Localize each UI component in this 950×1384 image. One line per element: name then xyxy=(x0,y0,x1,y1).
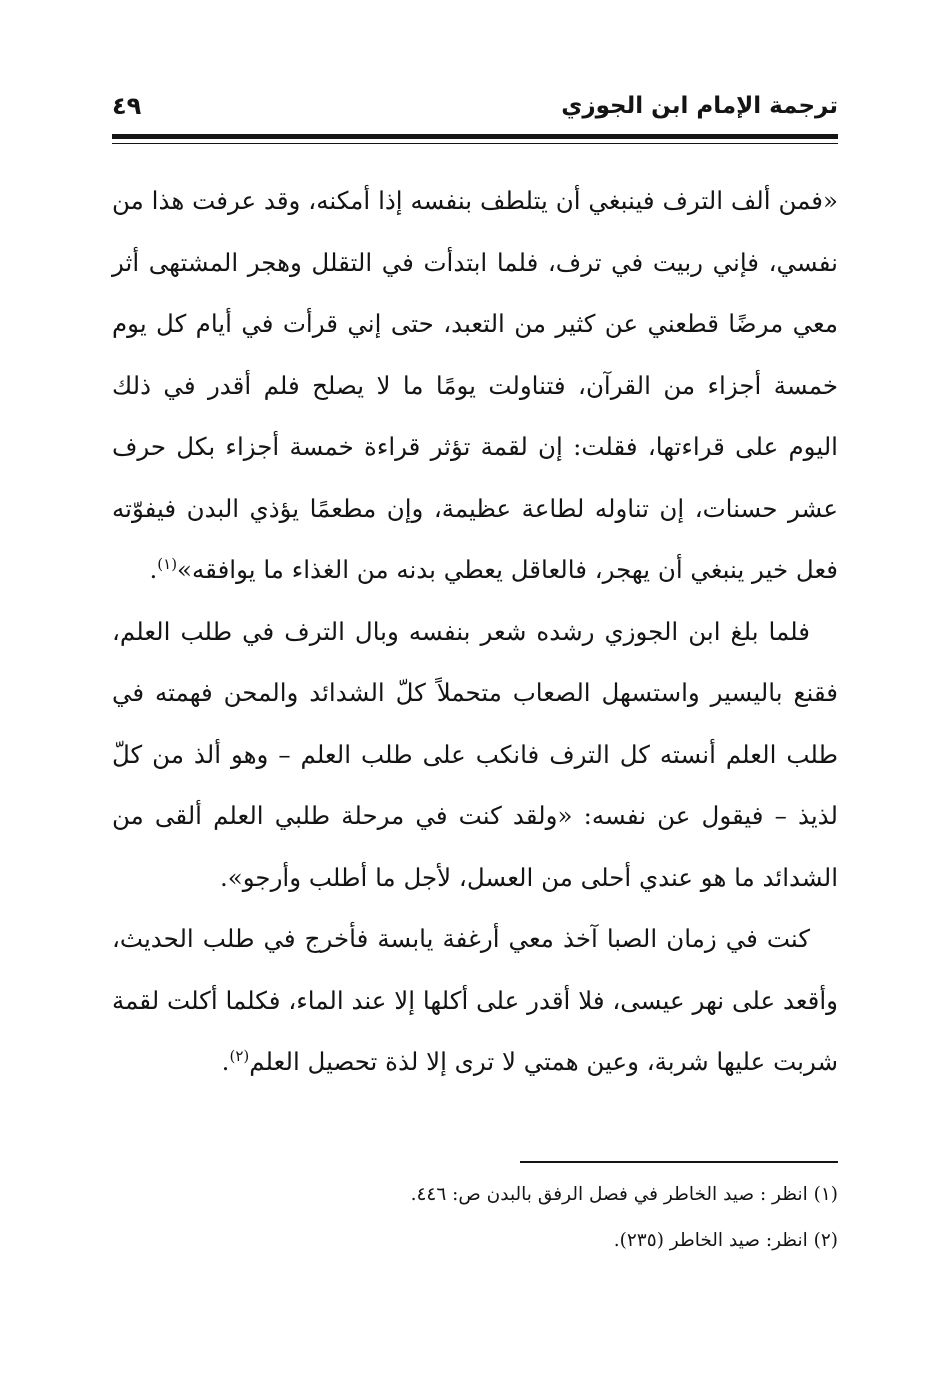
paragraph-quote xyxy=(112,170,838,601)
header-rule-thick xyxy=(112,134,838,139)
footnote-ref-2[interactable]: (٢) xyxy=(229,1046,250,1065)
paragraph-youth xyxy=(112,908,838,1093)
header-rule-thin xyxy=(112,143,838,144)
paragraph-youth-text: كنت في زمان الصبا آخذ معي أرغفة يابسة فأخرج في طلب الحديث، وأقعد على نهر عيسى، فلا أقدر على أكلها إلا عند الماء، فكلما أكلت لقمة شربت عليها شربة، وعين همتي لا ترى إلا لذة تحصيل العلم xyxy=(112,924,838,1076)
page-header xyxy=(112,88,838,128)
paragraph-youth-end: . xyxy=(221,1047,230,1076)
footnote-separator xyxy=(520,1161,838,1163)
paragraph-study: فلما بلغ ابن الجوزي رشده شعر بنفسه وبال الترف في طلب العلم، فقنع باليسير واستسهل الصعاب متحملاً كلّ الشدائد والمحن فهمته في طلب العلم أنسته كل الترف فانكب على طلب العلم – وهو ألذ من كلّ لذيذ – فيقول عن نفسه: «ولقد كنت في مرحلة طلبي العلم ألقى من الشدائد ما هو عندي أحلى من العسل، لأجل ما أطلب وأرجو». xyxy=(112,616,838,892)
paragraph-quote-text: «فمن ألف الترف فينبغي أن يتلطف بنفسه إذا أمكنه، وقد عرفت هذا من نفسي، فإني ربيت في ترف، فلما ابتدأت في التقلل وهجر المشتهى أثر معي مرضًا قطعني عن كثير من التعبد، حتى إني قرأت في أيام كل يوم خمسة أجزاء من القرآن، فتناولت يومًا ما لا يصلح فلم أقدر في ذلك اليوم على قراءتها، فقلت: إن لقمة تؤثر قراءة خمسة أجزاء بكل حرف عشر حسنات، إن تناوله لطاعة عظيمة، وإن مطعمًا يؤذي البدن فيفوّته فعل خير ينبغي أن يهجر، فالعاقل يعطي بدنه من الغذاء ما يوافقه» xyxy=(112,186,838,584)
page-number: ٤٩ xyxy=(112,92,142,120)
footnote-2: (٢) انظر: صيد الخاطر (٢٣٥). xyxy=(613,1230,838,1251)
footnote-ref-1[interactable]: (١) xyxy=(157,554,178,573)
footnotes xyxy=(112,1172,838,1264)
running-title: ترجمة الإمام ابن الجوزي xyxy=(561,93,838,119)
footnote-1: (١) انظر : صيد الخاطر في فصل الرفق بالبدن ص: ٤٤٦. xyxy=(410,1184,838,1205)
main-text xyxy=(112,170,838,1093)
paragraph-quote-end: . xyxy=(149,555,158,584)
